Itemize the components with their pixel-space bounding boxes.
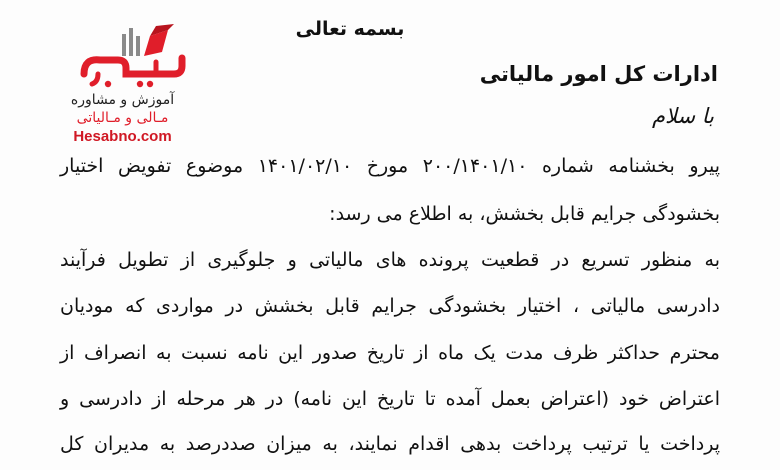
body-line: به منظور تسریع در قطعیت پرونده های مالیاتی و جلوگیری از تطویل فرآیند (60, 249, 720, 271)
body-line: بخشودگی جرایم قابل بخشش، به اطلاع می رسد: (329, 203, 720, 225)
letter-title: بسمه تعالی (295, 18, 405, 40)
body-line: محترم حداکثر ظرف مدت یک ماه از تاریخ صدور این نامه نسبت به انصراف از (60, 342, 720, 364)
letter-recipient: ادارات کل امور مالیاتی (479, 62, 718, 86)
body-line: پیرو بخشنامه شماره ۲۰۰/۱۴۰۱/۱۰ مورخ ۱۴۰۱/۰۲/۱۰ موضوع تفویض اختیار (60, 155, 720, 177)
body-line: اعتراض خود (اعتراض بعمل آمده تا تاریخ این نامه) در هر مرحله از دادرسی و (60, 388, 720, 410)
logo-tagline-2: مـالی و مـالیاتی (76, 110, 169, 126)
letter-greeting: با سلام (651, 104, 714, 128)
logo-website: Hesabno.com (73, 128, 172, 145)
body-line: دادرسی مالیاتی ، اختیار بخشودگی جرایم قابل بخشش در مواردی که مودیان (60, 295, 720, 317)
hesabno-logo (30, 22, 215, 147)
logo-tagline-1: آموزش و مشاوره (70, 92, 175, 108)
body-line: پرداخت یا ترتیب پرداخت بدهی اقدام نمایند، به میزان صددرصد به مدیران کل (60, 433, 720, 455)
